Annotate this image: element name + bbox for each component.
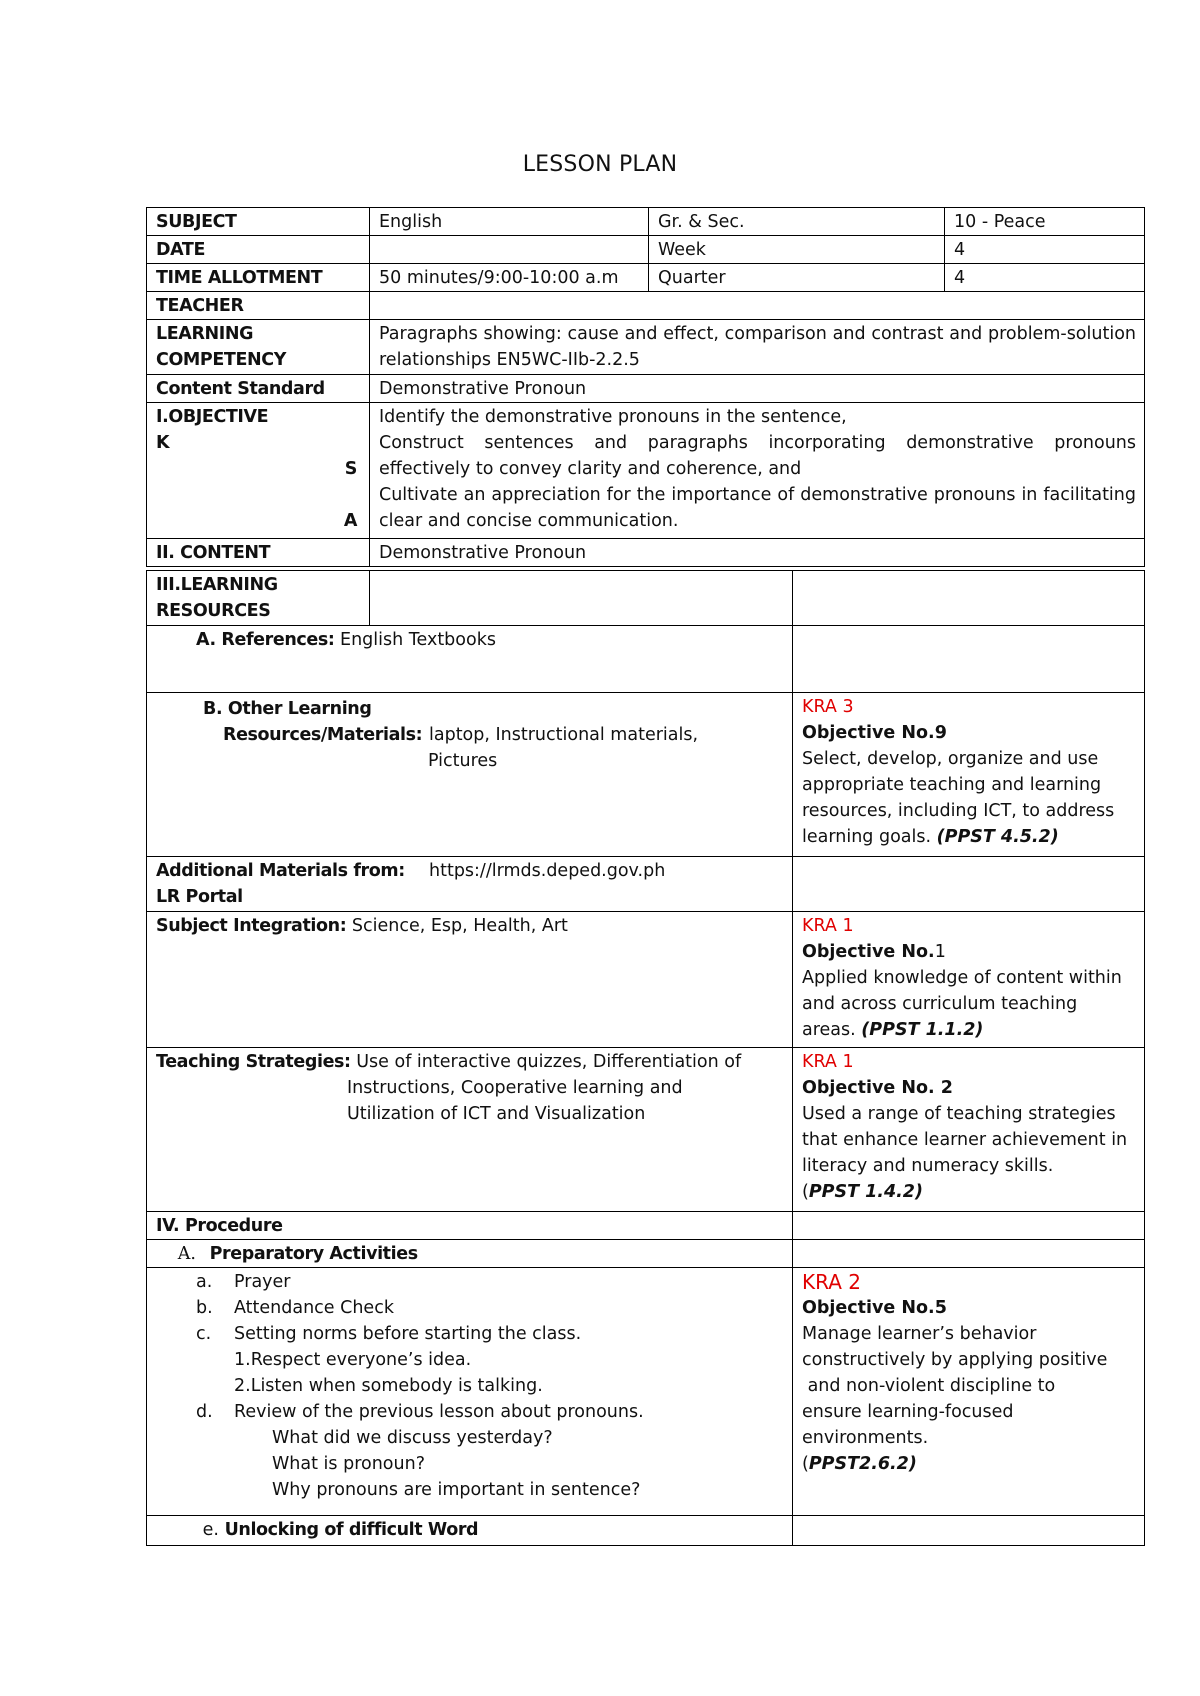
table-row: [147, 208, 1145, 236]
prep-activities-cell: [147, 1268, 793, 1516]
integration-label: Subject Integration:: [156, 916, 347, 936]
page-title: LESSON PLAN: [522, 152, 678, 177]
strategies-kra-cell: [793, 1048, 1145, 1212]
quarter-label: Quarter: [649, 264, 945, 292]
strategies-line2: Instructions, Cooperative learning and: [347, 1078, 683, 1098]
objective-a-marker: A: [343, 511, 357, 531]
strategies-ppst-open: (: [802, 1182, 809, 1202]
other-resources-cell: [147, 693, 793, 857]
competency-label-line2: COMPETENCY: [156, 350, 286, 370]
review-question: What is pronoun?: [272, 1454, 425, 1474]
prep-objective: Objective No.5: [802, 1298, 947, 1318]
additional-label-line2: LR Portal: [156, 887, 243, 907]
resources-label-line2: RESOURCES: [156, 601, 271, 621]
table-row: [147, 292, 1145, 320]
norm-item: 2.Listen when somebody is talking.: [234, 1376, 543, 1396]
references-label: A. References:: [196, 630, 335, 650]
content-standard-value: Demonstrative Pronoun: [370, 375, 1145, 403]
resources-label-line1: III.LEARNING: [156, 575, 278, 595]
prep-ppst: PPST2.6.2): [808, 1454, 917, 1474]
resources-cell: [370, 571, 793, 626]
strategies-objective: Objective No. 2: [802, 1078, 953, 1098]
table-row: [147, 1048, 1145, 1212]
integration-cell: [147, 912, 793, 1048]
subject-value: English: [370, 208, 649, 236]
table-row: [147, 571, 1145, 626]
integration-ppst: (PPST 1.1.2): [861, 1020, 984, 1040]
objective-k-marker: K: [156, 433, 170, 453]
prep-label: Preparatory Activities: [209, 1244, 418, 1264]
other-ppst: (PPST 4.5.2): [936, 827, 1059, 847]
unlock-right-cell: [793, 1516, 1145, 1546]
resources-label: [147, 571, 370, 626]
strategies-label: Teaching Strategies:: [156, 1052, 351, 1072]
table-row: [147, 375, 1145, 403]
additional-right-cell: [793, 857, 1145, 912]
prep-desc-line5: environments.: [802, 1428, 929, 1448]
prep-ppst-open: (: [802, 1454, 809, 1474]
objective-s-text: Construct sentences and paragraphs incorporating demonstrative pronouns effectively to convey clarity and coherence, and: [379, 433, 1136, 479]
strategies-cell: [147, 1048, 793, 1212]
teacher-value: [370, 292, 1145, 320]
unlock-cell: [147, 1516, 793, 1546]
prep-marker: A.: [177, 1244, 196, 1264]
references-cell: [147, 626, 793, 693]
table-row: [147, 403, 1145, 539]
procedure-right-cell: [793, 1212, 1145, 1240]
additional-label-line1: Additional Materials from:: [156, 861, 405, 881]
quarter-value: 4: [945, 264, 1145, 292]
table-row: [147, 539, 1145, 567]
table-row: [147, 857, 1145, 912]
integration-desc: Applied knowledge of content within and across curriculum teaching areas.: [802, 968, 1122, 1040]
strategies-line3: Utilization of ICT and Visualization: [347, 1104, 646, 1124]
content-label: II. CONTENT: [147, 539, 370, 567]
table-row: [147, 693, 1145, 857]
date-label: DATE: [147, 236, 370, 264]
resources-table: [146, 570, 1145, 1546]
other-value-line2: Pictures: [428, 751, 498, 771]
review-list: [156, 1399, 784, 1425]
other-label-line1: B. Other Learning: [203, 699, 372, 719]
competency-label: [147, 320, 370, 375]
content-standard-label: Content Standard: [147, 375, 370, 403]
subject-label: SUBJECT: [147, 208, 370, 236]
additional-value: https://lrmds.deped.gov.ph: [429, 861, 666, 881]
date-value: [370, 236, 649, 264]
additional-cell: [147, 857, 793, 912]
prep-right-cell: [793, 1240, 1145, 1268]
teacher-label: TEACHER: [147, 292, 370, 320]
grsec-value: 10 - Peace: [945, 208, 1145, 236]
integration-kra: KRA 1: [802, 916, 854, 936]
table-row: [147, 1212, 1145, 1240]
prep-desc-line2: constructively by applying positive: [802, 1350, 1108, 1370]
week-value: 4: [945, 236, 1145, 264]
objective-heading: I.OBJECTIVE: [156, 407, 269, 427]
list-item: d. Review of the previous lesson about pronouns.: [196, 1402, 644, 1422]
references-right-cell: [793, 626, 1145, 693]
norm-item: 1.Respect everyone’s idea.: [234, 1350, 472, 1370]
strategies-desc: Used a range of teaching strategies that enhance learner achievement in literacy and numeracy skills.: [802, 1104, 1128, 1176]
strategies-ppst: PPST 1.4.2): [808, 1182, 923, 1202]
time-value: 50 minutes/9:00-10:00 a.m: [370, 264, 649, 292]
content-value: Demonstrative Pronoun: [370, 539, 1145, 567]
time-label: TIME ALLOTMENT: [147, 264, 370, 292]
competency-value: Paragraphs showing: cause and effect, comparison and contrast and problem-solution relationships EN5WC-IIb-2.2.5: [370, 320, 1145, 375]
other-value-line1: laptop, Instructional materials,: [429, 725, 699, 745]
resources-right-cell: [793, 571, 1145, 626]
table-row: [147, 264, 1145, 292]
table-row: [147, 1268, 1145, 1516]
objective-a-text: Cultivate an appreciation for the importance of demonstrative pronouns in facilitating clear and concise communication.: [379, 485, 1136, 531]
unlock-marker: e.: [202, 1520, 219, 1540]
list-item: c. Setting norms before starting the class.: [196, 1324, 582, 1344]
objective-k-text: Identify the demonstrative pronouns in the sentence,: [379, 407, 847, 427]
prep-kra: KRA 2: [802, 1270, 861, 1294]
review-question: What did we discuss yesterday?: [272, 1428, 553, 1448]
prep-kra-cell: [793, 1268, 1145, 1516]
table-row: [147, 1240, 1145, 1268]
integration-kra-cell: [793, 912, 1145, 1048]
list-item: b. Attendance Check: [196, 1298, 394, 1318]
strategies-kra: KRA 1: [802, 1052, 854, 1072]
integration-value: Science, Esp, Health, Art: [351, 916, 568, 936]
list-item: a. Prayer: [196, 1272, 291, 1292]
objective-label: [147, 403, 370, 539]
procedure-label: IV. Procedure: [147, 1212, 793, 1240]
objective-s-marker: S: [344, 459, 357, 479]
prep-list: [156, 1269, 784, 1347]
prep-desc-line4: ensure learning-focused: [802, 1402, 1014, 1422]
integration-objective: Objective No.1: [802, 942, 946, 962]
table-row: [147, 1516, 1145, 1546]
other-kra: KRA 3: [802, 697, 854, 717]
header-table: [146, 207, 1145, 567]
table-row: [147, 236, 1145, 264]
other-objective: Objective No.9: [802, 723, 947, 743]
objective-text: [370, 403, 1145, 539]
review-question: Why pronouns are important in sentence?: [272, 1480, 641, 1500]
strategies-line1: Use of interactive quizzes, Differentiation of: [356, 1052, 742, 1072]
table-row: [147, 626, 1145, 693]
prep-heading-cell: [147, 1240, 793, 1268]
prep-desc-line1: Manage learner’s behavior: [802, 1324, 1037, 1344]
references-value: English Textbooks: [340, 630, 496, 650]
other-label-line2: Resources/Materials:: [223, 725, 423, 745]
other-kra-cell: [793, 693, 1145, 857]
competency-label-line1: LEARNING: [156, 324, 254, 344]
prep-desc-line3: and non-violent discipline to: [802, 1376, 1056, 1396]
table-row: [147, 912, 1145, 1048]
unlock-label: Unlocking of difficult Word: [224, 1520, 479, 1540]
grsec-label: Gr. & Sec.: [649, 208, 945, 236]
week-label: Week: [649, 236, 945, 264]
table-row: [147, 320, 1145, 375]
other-desc: Select, develop, organize and use appropriate teaching and learning resources, including ICT, to address learning goals.: [802, 749, 1115, 847]
